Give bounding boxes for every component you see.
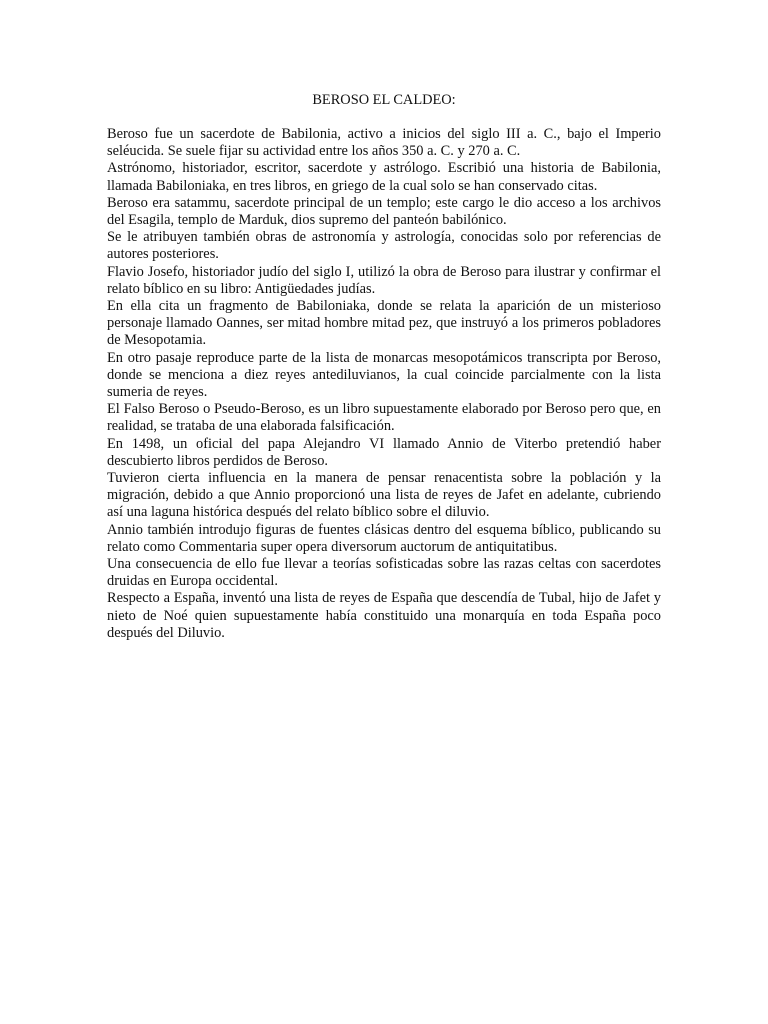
document-title: BEROSO EL CALDEO: <box>312 92 456 108</box>
paragraph: El Falso Beroso o Pseudo-Beroso, es un libro supuestamente elaborado por Beroso pero que, en realidad, se trataba de una elaborada falsificación. <box>107 401 661 435</box>
paragraph: En 1498, un oficial del papa Alejandro VI llamado Annio de Viterbo pretendió haber descubierto libros perdidos de Beroso. <box>107 435 661 469</box>
paragraph: Respecto a España, inventó una lista de reyes de España que descendía de Tubal, hijo de Jafet y nieto de Noé quien supuestamente había constituido una monarquía en toda España poco después del Diluvio. <box>107 590 661 641</box>
paragraph: Annio también introdujo figuras de fuentes clásicas dentro del esquema bíblico, publicando su relato como Commentaria super opera diversorum auctorum de antiquitatibus. <box>107 521 661 555</box>
paragraph: Flavio Josefo, historiador judío del siglo I, utilizó la obra de Beroso para ilustrar y confirmar el relato bíblico en su libro: Antigüedades judías. <box>107 263 661 297</box>
paragraph: Tuvieron cierta influencia en la manera de pensar renacentista sobre la población y la migración, debido a que Annio proporcionó una lista de reyes de Jafet en adelante, cubriendo así una laguna histórica después del relato bíblico sobre el diluvio. <box>107 470 661 521</box>
paragraph: En ella cita un fragmento de Babiloniaka, donde se relata la aparición de un misterioso personaje llamado Oannes, ser mitad hombre mitad pez, que instruyó a los primeros pobladores de Mesopotamia. <box>107 298 661 349</box>
paragraph: En otro pasaje reproduce parte de la lista de monarcas mesopotámicos transcripta por Beroso, donde se menciona a diez reyes antediluvianos, la cual coincide parcialmente con la lista sumeria de reyes. <box>107 349 661 401</box>
paragraph: Una consecuencia de ello fue llevar a teorías sofisticadas sobre las razas celtas con sacerdotes druidas en Europa occidental. <box>107 556 661 590</box>
paragraph: Astrónomo, historiador, escritor, sacerdote y astrólogo. Escribió una historia de Babilonia, llamada Babiloniaka, en tres libros, en griego de la cual solo se han conservado citas. <box>107 160 661 194</box>
paragraph: Beroso fue un sacerdote de Babilonia, activo a inicios del siglo III a. C., bajo el Imperio seléucida. Se suele fijar su actividad entre los años 350 a. C. y 270 a. C. <box>107 126 661 160</box>
paragraph: Beroso era satammu, sacerdote principal de un templo; este cargo le dio acceso a los archivos del Esagila, templo de Marduk, dios supremo del panteón babilónico. <box>107 194 661 229</box>
document-body <box>107 126 661 642</box>
paragraph: Se le atribuyen también obras de astronomía y astrología, conocidas solo por referencias de autores posteriores. <box>107 229 661 263</box>
